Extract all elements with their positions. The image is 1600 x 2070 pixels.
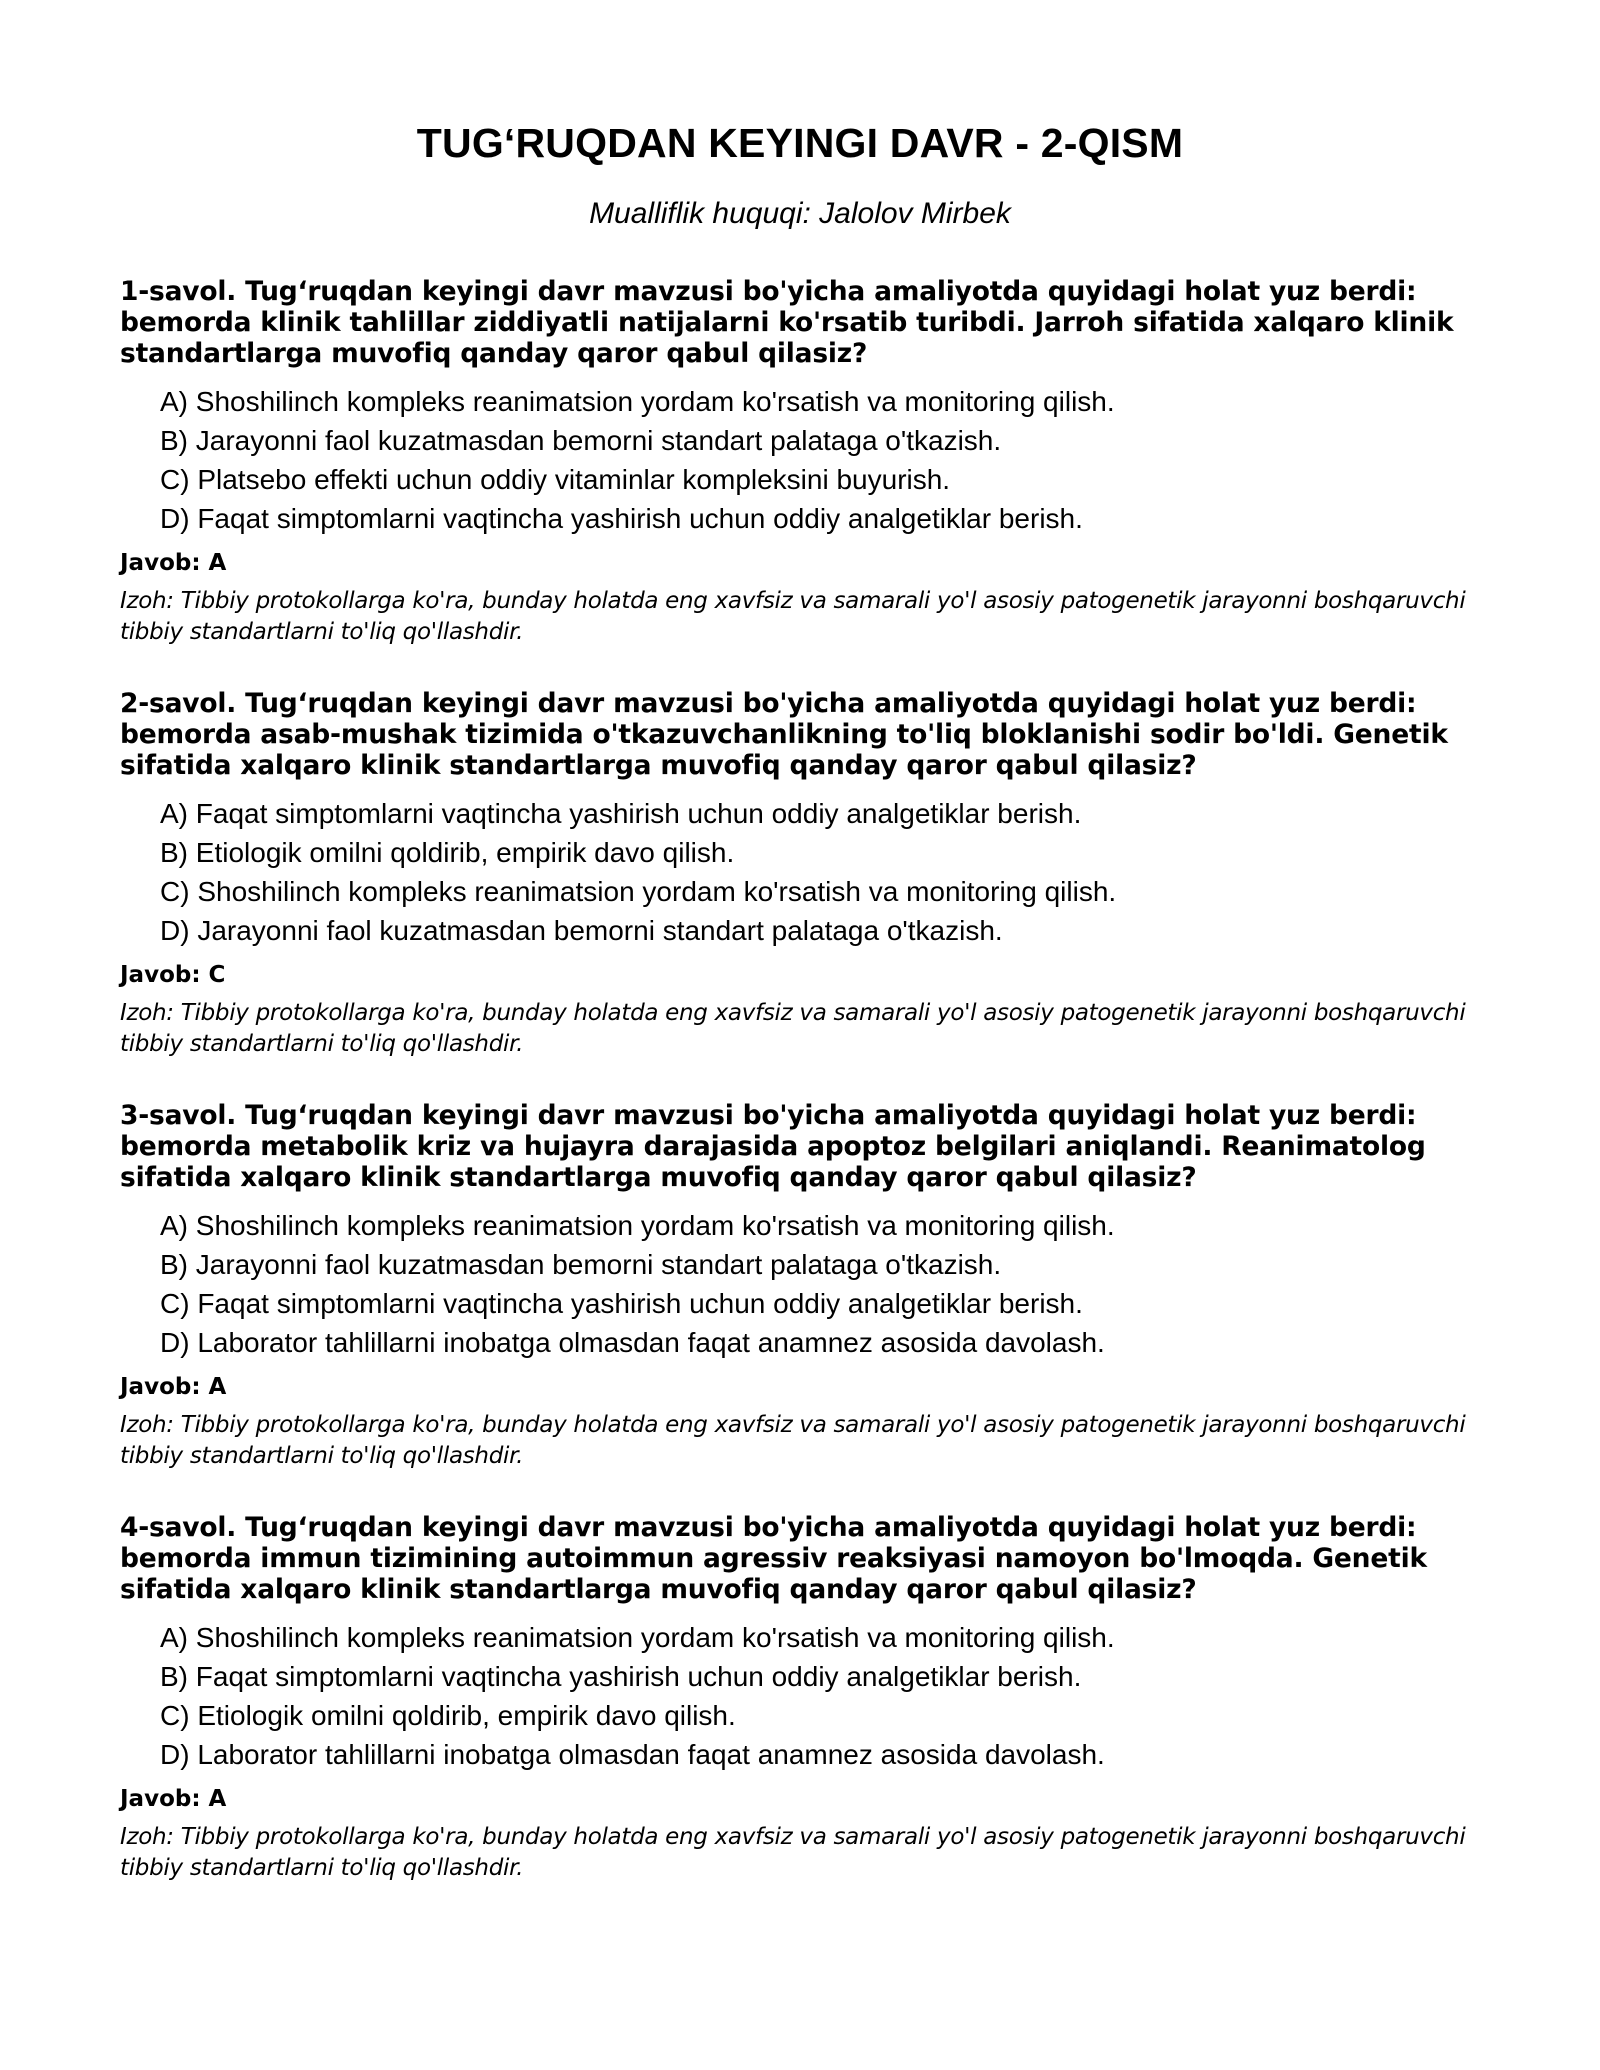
question-text: 1-savol. Tug‘ruqdan keyingi davr mavzusi bo'yicha amaliyotda quyidagi holat yuz berdi: bemorda klinik tahlillar ziddiyatli natijalarni ko'rsatib turibdi. Jarroh sifatida xalqaro klinik standartlarga muvofiq qanday qaror qabul qilasiz? (120, 276, 1454, 369)
explanation-note: Izoh: Tibbiy protokollarga ko'ra, bunday holatda eng xavfsiz va samarali yo'l asosiy patogenetik jarayonni boshqaruvchi tibbiy standartlarni to'liq qo'llashdir. (120, 1000, 1466, 1057)
page-title: TUG‘RUQDAN KEYINGI DAVR - 2-QISM (416, 120, 1184, 166)
option-a: A) Shoshilinch kompleks reanimatsion yordam ko'rsatish va monitoring qilish. (160, 1622, 1115, 1653)
answer-key: Javob: A (120, 1374, 227, 1400)
option-d: D) Laborator tahlillarni inobatga olmasdan faqat anamnez asosida davolash. (160, 1739, 1105, 1770)
option-c: C) Etiologik omilni qoldirib, empirik davo qilish. (160, 1700, 736, 1731)
question-block-3 (120, 1100, 1480, 1472)
answer-key: Javob: C (120, 962, 226, 988)
explanation-note: Izoh: Tibbiy protokollarga ko'ra, bunday holatda eng xavfsiz va samarali yo'l asosiy patogenetik jarayonni boshqaruvchi tibbiy standartlarni to'liq qo'llashdir. (120, 588, 1466, 645)
option-c: C) Faqat simptomlarni vaqtincha yashirish uchun oddiy analgetiklar berish. (160, 1288, 1083, 1319)
option-d: D) Laborator tahlillarni inobatga olmasdan faqat anamnez asosida davolash. (160, 1327, 1105, 1358)
copyright-line: Mualliflik huquqi: Jalolov Mirbek (589, 197, 1011, 230)
question-text: 3-savol. Tug‘ruqdan keyingi davr mavzusi bo'yicha amaliyotda quyidagi holat yuz berdi: bemorda metabolik kriz va hujayra darajasida apoptoz belgilari aniqlandi. Reanimatolog sifatida xalqaro klinik standartlarga muvofiq qanday qaror qabul qilasiz? (120, 1100, 1426, 1193)
answer-key: Javob: A (120, 550, 227, 576)
option-b: B) Jarayonni faol kuzatmasdan bemorni standart palataga o'tkazish. (160, 1249, 1002, 1280)
answer-key: Javob: A (120, 1786, 227, 1812)
option-b: B) Jarayonni faol kuzatmasdan bemorni standart palataga o'tkazish. (160, 425, 1002, 456)
answer-options (120, 1618, 1480, 1774)
option-c: C) Platsebo effekti uchun oddiy vitaminlar kompleksini buyurish. (160, 464, 951, 495)
explanation-note: Izoh: Tibbiy protokollarga ko'ra, bunday holatda eng xavfsiz va samarali yo'l asosiy patogenetik jarayonni boshqaruvchi tibbiy standartlarni to'liq qo'llashdir. (120, 1412, 1466, 1469)
answer-options (120, 1206, 1480, 1362)
answer-options (120, 794, 1480, 950)
option-a: A) Faqat simptomlarni vaqtincha yashirish uchun oddiy analgetiklar berish. (160, 798, 1082, 829)
option-c: C) Shoshilinch kompleks reanimatsion yordam ko'rsatish va monitoring qilish. (160, 876, 1117, 907)
option-d: D) Jarayonni faol kuzatmasdan bemorni standart palataga o'tkazish. (160, 915, 1003, 946)
option-a: A) Shoshilinch kompleks reanimatsion yordam ko'rsatish va monitoring qilish. (160, 386, 1115, 417)
option-b: B) Faqat simptomlarni vaqtincha yashirish uchun oddiy analgetiklar berish. (160, 1661, 1082, 1692)
option-d: D) Faqat simptomlarni vaqtincha yashirish uchun oddiy analgetiklar berish. (160, 503, 1083, 534)
question-block-1 (120, 276, 1480, 648)
explanation-note: Izoh: Tibbiy protokollarga ko'ra, bunday holatda eng xavfsiz va samarali yo'l asosiy patogenetik jarayonni boshqaruvchi tibbiy standartlarni to'liq qo'llashdir. (120, 1824, 1466, 1881)
option-a: A) Shoshilinch kompleks reanimatsion yordam ko'rsatish va monitoring qilish. (160, 1210, 1115, 1241)
question-block-2 (120, 688, 1480, 1060)
question-block-4 (120, 1512, 1480, 1884)
option-b: B) Etiologik omilni qoldirib, empirik davo qilish. (160, 837, 735, 868)
question-list (120, 276, 1480, 1884)
question-text: 2-savol. Tug‘ruqdan keyingi davr mavzusi bo'yicha amaliyotda quyidagi holat yuz berdi: bemorda asab-mushak tizimida o'tkazuvchanlikning to'liq bloklanishi sodir bo'ldi. Genetik sifatida xalqaro klinik standartlarga muvofiq qanday qaror qabul qilasiz? (120, 688, 1448, 781)
answer-options (120, 382, 1480, 538)
question-text: 4-savol. Tug‘ruqdan keyingi davr mavzusi bo'yicha amaliyotda quyidagi holat yuz berdi: bemorda immun tizimining autoimmun agressiv reaksiyasi namoyon bo'lmoqda. Genetik sifatida xalqaro klinik standartlarga muvofiq qanday qaror qabul qilasiz? (120, 1512, 1427, 1605)
